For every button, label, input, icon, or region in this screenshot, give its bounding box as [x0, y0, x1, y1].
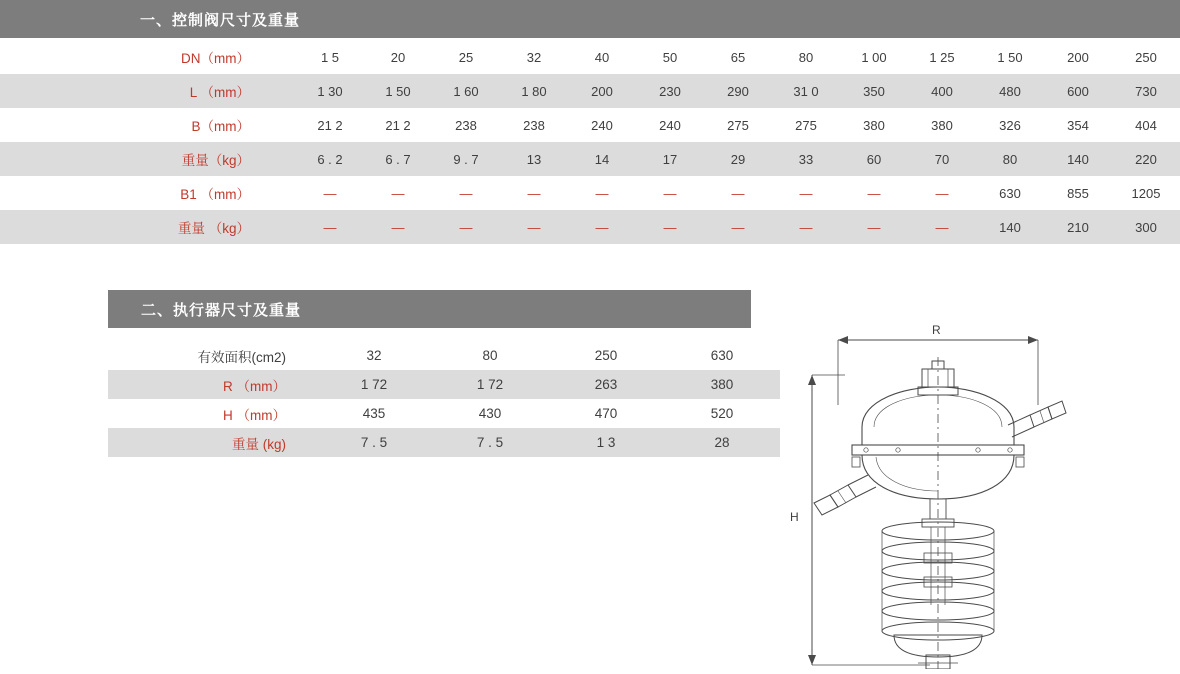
cell: 350	[863, 83, 885, 99]
row-label: 有效面积(cm2)	[197, 349, 286, 365]
table-row	[0, 74, 1180, 108]
table-row	[108, 399, 780, 428]
row-label: B1 （mm）	[180, 187, 250, 202]
cell: 240	[659, 117, 681, 133]
table-row	[0, 210, 1180, 244]
cell: 9 . 7	[453, 151, 479, 167]
cell: 263	[594, 377, 618, 392]
cell: 21 2	[317, 117, 343, 133]
cell: 17	[662, 151, 678, 167]
cell: 1 3	[596, 435, 616, 450]
cell: 33	[798, 151, 814, 167]
cell: 275	[795, 117, 817, 133]
cell: —	[935, 219, 949, 235]
cell: 31 0	[793, 83, 819, 99]
cell: —	[459, 185, 473, 201]
cell: 140	[999, 219, 1021, 235]
cell: 435	[362, 406, 386, 421]
cell: —	[799, 185, 813, 201]
cell: 250	[594, 348, 618, 363]
cell: 238	[523, 117, 545, 133]
cell: 200	[591, 83, 613, 99]
cell: 28	[714, 435, 730, 450]
cell: 60	[866, 151, 882, 167]
cell: —	[527, 185, 541, 201]
cell: 1 60	[453, 83, 479, 99]
cell: 7 . 5	[360, 435, 388, 450]
cell: —	[867, 185, 881, 201]
control-valve-dimension-table	[0, 40, 1180, 244]
table-row	[0, 176, 1180, 210]
cell: 290	[727, 83, 749, 99]
cell: —	[595, 219, 609, 235]
left-pressure-port	[814, 475, 876, 515]
cell: —	[459, 219, 473, 235]
cell: 1 80	[521, 83, 547, 99]
cell: 140	[1067, 151, 1089, 167]
actuator-drawing	[790, 305, 1170, 669]
cell: 326	[999, 117, 1021, 133]
cell: 50	[662, 49, 678, 65]
cell: 210	[1067, 219, 1089, 235]
right-pressure-port	[1008, 401, 1066, 437]
cell: 80	[1002, 151, 1018, 167]
section-2-title: 二、执行器尺寸及重量	[141, 301, 302, 319]
cell: —	[391, 219, 405, 235]
cell: 14	[594, 151, 610, 167]
cell: 7 . 5	[476, 435, 504, 450]
cell: —	[527, 219, 541, 235]
section-1-title: 一、控制阀尺寸及重量	[140, 11, 301, 29]
cell: —	[663, 185, 677, 201]
cell: 380	[863, 117, 885, 133]
cell: 20	[390, 49, 406, 65]
table-row	[108, 428, 780, 457]
actuator-dimension-table	[108, 341, 780, 457]
cell: 630	[710, 348, 734, 363]
cell: 80	[482, 348, 498, 363]
cell: 220	[1135, 151, 1157, 167]
cell: 21 2	[385, 117, 411, 133]
cell: 238	[455, 117, 477, 133]
cell: 275	[727, 117, 749, 133]
cell: 70	[934, 151, 950, 167]
cell: 855	[1067, 185, 1089, 201]
cell: 380	[710, 377, 734, 392]
section-1-header	[0, 0, 1180, 38]
cell: 32	[366, 348, 382, 363]
table-row	[0, 108, 1180, 142]
cell: 230	[659, 83, 681, 99]
row-label: 重量 （kg）	[177, 221, 250, 236]
table-row	[0, 40, 1180, 74]
cell: 1 00	[861, 49, 887, 65]
cell: 480	[999, 83, 1021, 99]
cell: 1 5	[320, 49, 340, 65]
section-2-header	[108, 290, 751, 328]
cell: 25	[458, 49, 474, 65]
cell: 520	[710, 406, 734, 421]
row-label: DN（mm）	[181, 51, 250, 66]
cell: 1 50	[385, 83, 411, 99]
h-dimension-label: H	[790, 510, 799, 524]
cell: 6 . 2	[317, 151, 343, 167]
cell: 65	[730, 49, 746, 65]
cell: 1 72	[360, 377, 388, 392]
row-label: 重量（kg）	[181, 153, 250, 168]
row-label: B（mm）	[191, 119, 250, 134]
cell: 1 72	[476, 377, 504, 392]
row-label: H （mm）	[223, 407, 286, 423]
cell: 300	[1135, 219, 1157, 235]
cell: 730	[1135, 83, 1157, 99]
cell: 29	[730, 151, 746, 167]
cell: 240	[591, 117, 613, 133]
cell: —	[323, 185, 337, 201]
cell: 430	[478, 406, 502, 421]
r-dimension-label: R	[932, 323, 941, 337]
cell: —	[731, 219, 745, 235]
cell: 600	[1067, 83, 1089, 99]
actuator-drawing-svg	[790, 305, 1170, 669]
row-label: 重量 (kg)	[232, 436, 286, 452]
cell: 404	[1135, 117, 1157, 133]
cell: 1 50	[997, 49, 1023, 65]
cell: 630	[999, 185, 1021, 201]
cell: 380	[931, 117, 953, 133]
cell: 1 30	[317, 83, 343, 99]
cell: 6 . 7	[385, 151, 411, 167]
cell: 40	[594, 49, 610, 65]
row-label: R （mm）	[223, 378, 286, 394]
cell: —	[323, 219, 337, 235]
cell: —	[595, 185, 609, 201]
cell: 1 25	[929, 49, 955, 65]
cell: 250	[1135, 49, 1157, 65]
cell: —	[731, 185, 745, 201]
cell: —	[799, 219, 813, 235]
cell: —	[391, 185, 405, 201]
cell: —	[867, 219, 881, 235]
table-row	[0, 142, 1180, 176]
cell: 32	[526, 49, 542, 65]
cell: 470	[594, 406, 618, 421]
cell: 400	[931, 83, 953, 99]
cell: 200	[1067, 49, 1089, 65]
cell: 80	[798, 49, 814, 65]
cell: —	[663, 219, 677, 235]
cell: 1205	[1131, 185, 1161, 201]
table-row	[108, 370, 780, 399]
cell: 354	[1067, 117, 1089, 133]
cell: 13	[526, 151, 542, 167]
row-label: L （mm）	[189, 85, 250, 100]
table-row	[108, 341, 780, 370]
cell: —	[935, 185, 949, 201]
